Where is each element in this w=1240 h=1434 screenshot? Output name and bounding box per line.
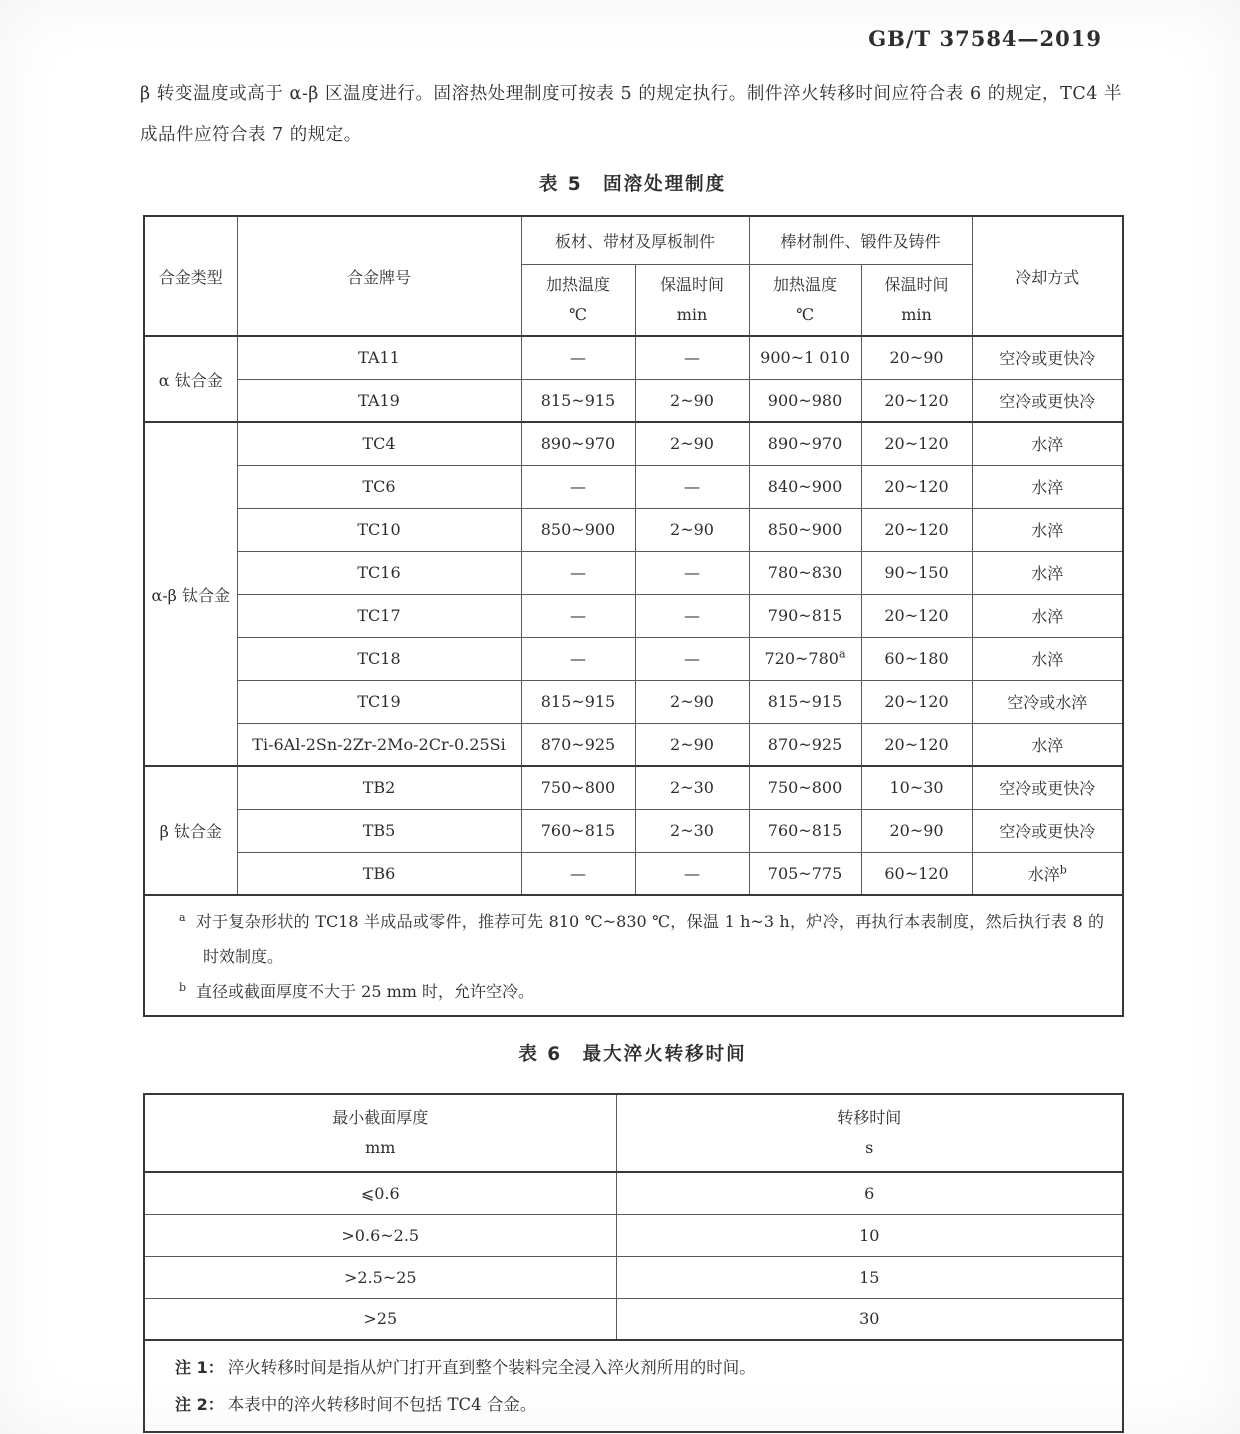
plate-holding-time-cell: — [635, 637, 749, 680]
footnote: $^b$ 直径或截面厚度不大于 25 mm 时，允许空冷。 [179, 980, 535, 1001]
temp-unit-label: ℃ [796, 304, 814, 324]
heating-temp-label: 加热温度 [545, 274, 610, 294]
time-unit-label: min [901, 304, 932, 324]
plate-heating-temp-cell: — [521, 336, 635, 379]
note-label: 注 2： [175, 1395, 224, 1414]
cooling-method-cell: 水淬 [972, 422, 1123, 465]
table-row [144, 422, 1123, 465]
bar-heating-temp-cell: 840~900 [749, 465, 861, 508]
alloy-type-cell: α 钛合金 [144, 336, 237, 422]
transfer-time-label: 转移时间 [837, 1108, 902, 1127]
alloy-grade-cell: TA11 [237, 336, 521, 379]
col-group-bar: 棒材制件、锻件及铸件 [749, 216, 972, 264]
thickness-unit-label: mm [365, 1138, 396, 1157]
table-row [144, 465, 1123, 508]
bar-heating-temp-cell: 870~925 [749, 723, 861, 766]
holding-time-label: 保温时间 [660, 274, 725, 294]
plate-heating-temp-cell: 870~925 [521, 723, 635, 766]
alloy-grade-cell: TC4 [237, 422, 521, 465]
plate-heating-temp-cell: 815~915 [521, 680, 635, 723]
table5-container [143, 215, 1122, 1017]
footnote-marker: a [179, 910, 186, 924]
footnote-marker: b [1059, 863, 1067, 877]
transfer-time-cell: 10 [616, 1214, 1123, 1256]
plate-holding-time-cell: 2~30 [635, 766, 749, 809]
col-alloy-type: 合金类型 [144, 216, 237, 336]
alloy-grade-cell: TC6 [237, 465, 521, 508]
bar-heating-temp-cell: 850~900 [749, 508, 861, 551]
bar-heating-temp-cell: 750~800 [749, 766, 861, 809]
plate-heating-temp-cell: 850~900 [521, 508, 635, 551]
bar-heating-temp-cell: 760~815 [749, 809, 861, 852]
cooling-method-cell: 空冷或水淬 [972, 680, 1123, 723]
standard-code: GB/T 37584—2019 [868, 26, 1102, 51]
table-row [144, 723, 1123, 766]
plate-heating-temp-cell: — [521, 465, 635, 508]
cooling-method-cell: 空冷或更快冷 [972, 766, 1123, 809]
bar-holding-time-cell: 60~120 [861, 852, 972, 895]
col-alloy-grade: 合金牌号 [237, 216, 521, 336]
bar-holding-time-cell: 20~120 [861, 379, 972, 422]
bar-holding-time-cell: 20~120 [861, 422, 972, 465]
table6-body [144, 1172, 1123, 1340]
alloy-grade-cell: TB2 [237, 766, 521, 809]
col-plate-heating-temp [521, 264, 635, 336]
table-header-row [144, 216, 1123, 264]
footnote-marker: b [179, 980, 187, 994]
bar-holding-time-cell: 60~180 [861, 637, 972, 680]
thickness-label: 最小截面厚度 [332, 1108, 429, 1127]
table5-body [144, 336, 1123, 895]
quench-transfer-time-table [143, 1093, 1124, 1433]
transfer-time-cell: 30 [616, 1298, 1123, 1340]
footnotes-cell [144, 895, 1123, 1016]
cooling-method-cell: 水淬 [972, 594, 1123, 637]
bar-holding-time-cell: 20~120 [861, 594, 972, 637]
bar-heating-temp-cell: 890~970 [749, 422, 861, 465]
time-unit-label: min [676, 304, 708, 324]
alloy-grade-cell: TA19 [237, 379, 521, 422]
plate-holding-time-cell: 2~90 [635, 680, 749, 723]
bar-heating-temp-cell: 815~915 [749, 680, 861, 723]
transfer-time-unit-label: s [865, 1138, 874, 1157]
cooling-method-cell: 水淬 [972, 465, 1123, 508]
cooling-method-cell: 水淬 [972, 723, 1123, 766]
alloy-grade-cell: TB5 [237, 809, 521, 852]
bar-holding-time-cell: 20~120 [861, 465, 972, 508]
thickness-cell: >2.5~25 [144, 1256, 616, 1298]
table5-caption: 表 5 固溶处理制度 [538, 174, 727, 195]
col-plate-holding-time [635, 264, 749, 336]
cooling-method-cell: 空冷或更快冷 [972, 379, 1123, 422]
table-row [144, 551, 1123, 594]
plate-heating-temp-cell: — [521, 852, 635, 895]
thickness-cell: ⩽0.6 [144, 1172, 616, 1214]
plate-heating-temp-cell: 760~815 [521, 809, 635, 852]
bar-holding-time-cell: 20~120 [861, 508, 972, 551]
alloy-grade-cell: Ti-6Al-2Sn-2Zr-2Mo-2Cr-0.25Si [237, 723, 521, 766]
table-row [144, 1298, 1123, 1340]
alloy-type-cell: α-β 钛合金 [144, 422, 237, 766]
table5-footnotes [144, 895, 1123, 1016]
plate-heating-temp-cell: 890~970 [521, 422, 635, 465]
intro-paragraph: β 转变温度或高于 α-β 区温度进行。固溶热处理制度可按表 5 的规定执行。制件淬火转移时间应符合表 6 的规定，TC4 半成品件应符合表 7 的规定。 [140, 84, 1122, 145]
table-row [144, 508, 1123, 551]
thickness-cell: >0.6~2.5 [144, 1214, 616, 1256]
bar-heating-temp-cell: 900~1 010 [749, 336, 861, 379]
bar-heating-temp-cell: 720~780$^a$ [749, 637, 861, 680]
temp-unit-label: ℃ [569, 304, 587, 324]
table-row [144, 594, 1123, 637]
plate-heating-temp-cell: 815~915 [521, 379, 635, 422]
alloy-grade-cell: TC19 [237, 680, 521, 723]
thickness-cell: >25 [144, 1298, 616, 1340]
table6-notes [144, 1340, 1123, 1432]
bar-holding-time-cell: 90~150 [861, 551, 972, 594]
plate-heating-temp-cell: — [521, 594, 635, 637]
footnote: $^a$ 对于复杂形状的 TC18 半成品或零件，推荐可先 810 ℃~830 ℃，保温 1 h~3 h，炉冷，再执行本表制度，然后执行表 8 的时效制度。 [179, 910, 1105, 966]
transfer-time-cell: 15 [616, 1256, 1123, 1298]
alloy-grade-cell: TC10 [237, 508, 521, 551]
alloy-grade-cell: TC17 [237, 594, 521, 637]
bar-holding-time-cell: 20~120 [861, 680, 972, 723]
table-row [144, 766, 1123, 809]
col-min-section-thickness [144, 1094, 616, 1172]
table5-header [144, 216, 1123, 336]
plate-holding-time-cell: — [635, 852, 749, 895]
col-bar-heating-temp [749, 264, 861, 336]
cooling-method-cell: 空冷或更快冷 [972, 809, 1123, 852]
table-row [144, 852, 1123, 895]
heating-temp-label: 加热温度 [773, 274, 838, 294]
table-row [144, 809, 1123, 852]
note-label: 注 1： [175, 1358, 224, 1377]
cooling-method-cell: 水淬 [972, 637, 1123, 680]
plate-holding-time-cell: 2~90 [635, 379, 749, 422]
holding-time-label: 保温时间 [884, 274, 949, 294]
table-row [144, 1256, 1123, 1298]
notes-row [144, 1340, 1123, 1432]
plate-heating-temp-cell: — [521, 551, 635, 594]
bar-holding-time-cell: 10~30 [861, 766, 972, 809]
table-row [144, 1172, 1123, 1214]
col-bar-holding-time [861, 264, 972, 336]
plate-holding-time-cell: 2~90 [635, 422, 749, 465]
plate-holding-time-cell: 2~30 [635, 809, 749, 852]
solution-treatment-table [143, 215, 1124, 1017]
footnote-row [144, 895, 1123, 1016]
cooling-method-cell: 水淬 [972, 508, 1123, 551]
plate-holding-time-cell: 2~90 [635, 508, 749, 551]
alloy-type-cell: β 钛合金 [144, 766, 237, 895]
table-header-row [144, 1094, 1123, 1172]
footnote-marker: a [838, 647, 846, 661]
bar-holding-time-cell: 20~90 [861, 336, 972, 379]
notes-cell [144, 1340, 1123, 1432]
cooling-method-cell: 水淬$^b$ [972, 852, 1123, 895]
cooling-method-cell: 空冷或更快冷 [972, 336, 1123, 379]
alloy-grade-cell: TC16 [237, 551, 521, 594]
plate-holding-time-cell: — [635, 336, 749, 379]
col-group-plate: 板材、带材及厚板制件 [521, 216, 749, 264]
table-row [144, 637, 1123, 680]
table-note: 注 2： 本表中的淬火转移时间不包括 TC4 合金。 [175, 1395, 537, 1414]
alloy-grade-cell: TC18 [237, 637, 521, 680]
table-note: 注 1： 淬火转移时间是指从炉门打开直到整个装料完全浸入淬火剂所用的时间。 [175, 1358, 756, 1377]
alloy-grade-cell: TB6 [237, 852, 521, 895]
col-cooling: 冷却方式 [972, 216, 1123, 336]
plate-holding-time-cell: 2~90 [635, 723, 749, 766]
table-row [144, 379, 1123, 422]
bar-heating-temp-cell: 900~980 [749, 379, 861, 422]
plate-holding-time-cell: — [635, 465, 749, 508]
bar-heating-temp-cell: 780~830 [749, 551, 861, 594]
table-row [144, 680, 1123, 723]
table6-header [144, 1094, 1123, 1172]
table-row [144, 336, 1123, 379]
plate-heating-temp-cell: 750~800 [521, 766, 635, 809]
bar-heating-temp-cell: 790~815 [749, 594, 861, 637]
bar-holding-time-cell: 20~90 [861, 809, 972, 852]
table6-caption: 表 6 最大淬火转移时间 [518, 1044, 747, 1065]
plate-holding-time-cell: — [635, 551, 749, 594]
cooling-method-cell: 水淬 [972, 551, 1123, 594]
transfer-time-cell: 6 [616, 1172, 1123, 1214]
table6-container [143, 1093, 1122, 1433]
plate-holding-time-cell: — [635, 594, 749, 637]
bar-holding-time-cell: 20~120 [861, 723, 972, 766]
bar-heating-temp-cell: 705~775 [749, 852, 861, 895]
plate-heating-temp-cell: — [521, 637, 635, 680]
table-row [144, 1214, 1123, 1256]
col-transfer-time [616, 1094, 1123, 1172]
